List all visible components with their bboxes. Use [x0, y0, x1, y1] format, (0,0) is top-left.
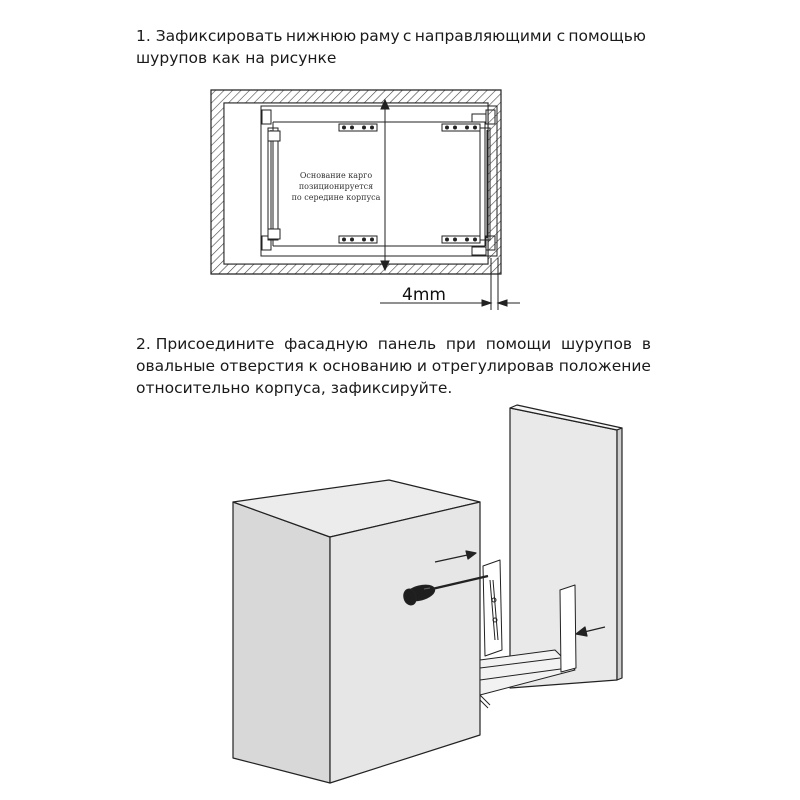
- word: фасадную: [284, 335, 368, 353]
- word: и: [416, 357, 427, 375]
- word: положение: [558, 357, 651, 375]
- word: основанию: [322, 357, 413, 375]
- word: нижнюю: [285, 27, 357, 45]
- note-line-2: позиционируется: [298, 182, 374, 191]
- facade-mounting-diagram: [0, 400, 800, 800]
- word: шурупов: [560, 335, 633, 353]
- step-2-line-1: [136, 333, 651, 355]
- word: овальные: [136, 357, 216, 375]
- word: раму: [359, 27, 400, 45]
- word: к: [308, 357, 318, 375]
- step-2-line-3: относительно корпуса, зафиксируйте.: [136, 379, 453, 397]
- word: с: [402, 27, 412, 45]
- step-2-line-2: [136, 355, 651, 377]
- word: 1. Зафиксировать: [136, 27, 283, 45]
- word: помощью: [568, 27, 646, 45]
- frame-top-view-diagram: [0, 0, 800, 320]
- word: направляющими с: [414, 27, 566, 45]
- word: отверстия: [219, 357, 304, 375]
- note-line-3: по середине корпуса: [291, 193, 381, 202]
- word: панель: [377, 335, 437, 353]
- note-line-1: Основание карго: [299, 171, 373, 180]
- word: помощи: [485, 335, 552, 353]
- word: в: [641, 335, 651, 353]
- word: при: [445, 335, 476, 353]
- word: отрегулировав: [431, 357, 554, 375]
- step-2-text: [136, 333, 651, 399]
- dimension-label: 4mm: [402, 285, 446, 305]
- word: 2. Присоедините: [136, 335, 275, 353]
- cabinet-box: [233, 480, 480, 783]
- step-1-line-2: шурупов как на рисунке: [136, 49, 337, 67]
